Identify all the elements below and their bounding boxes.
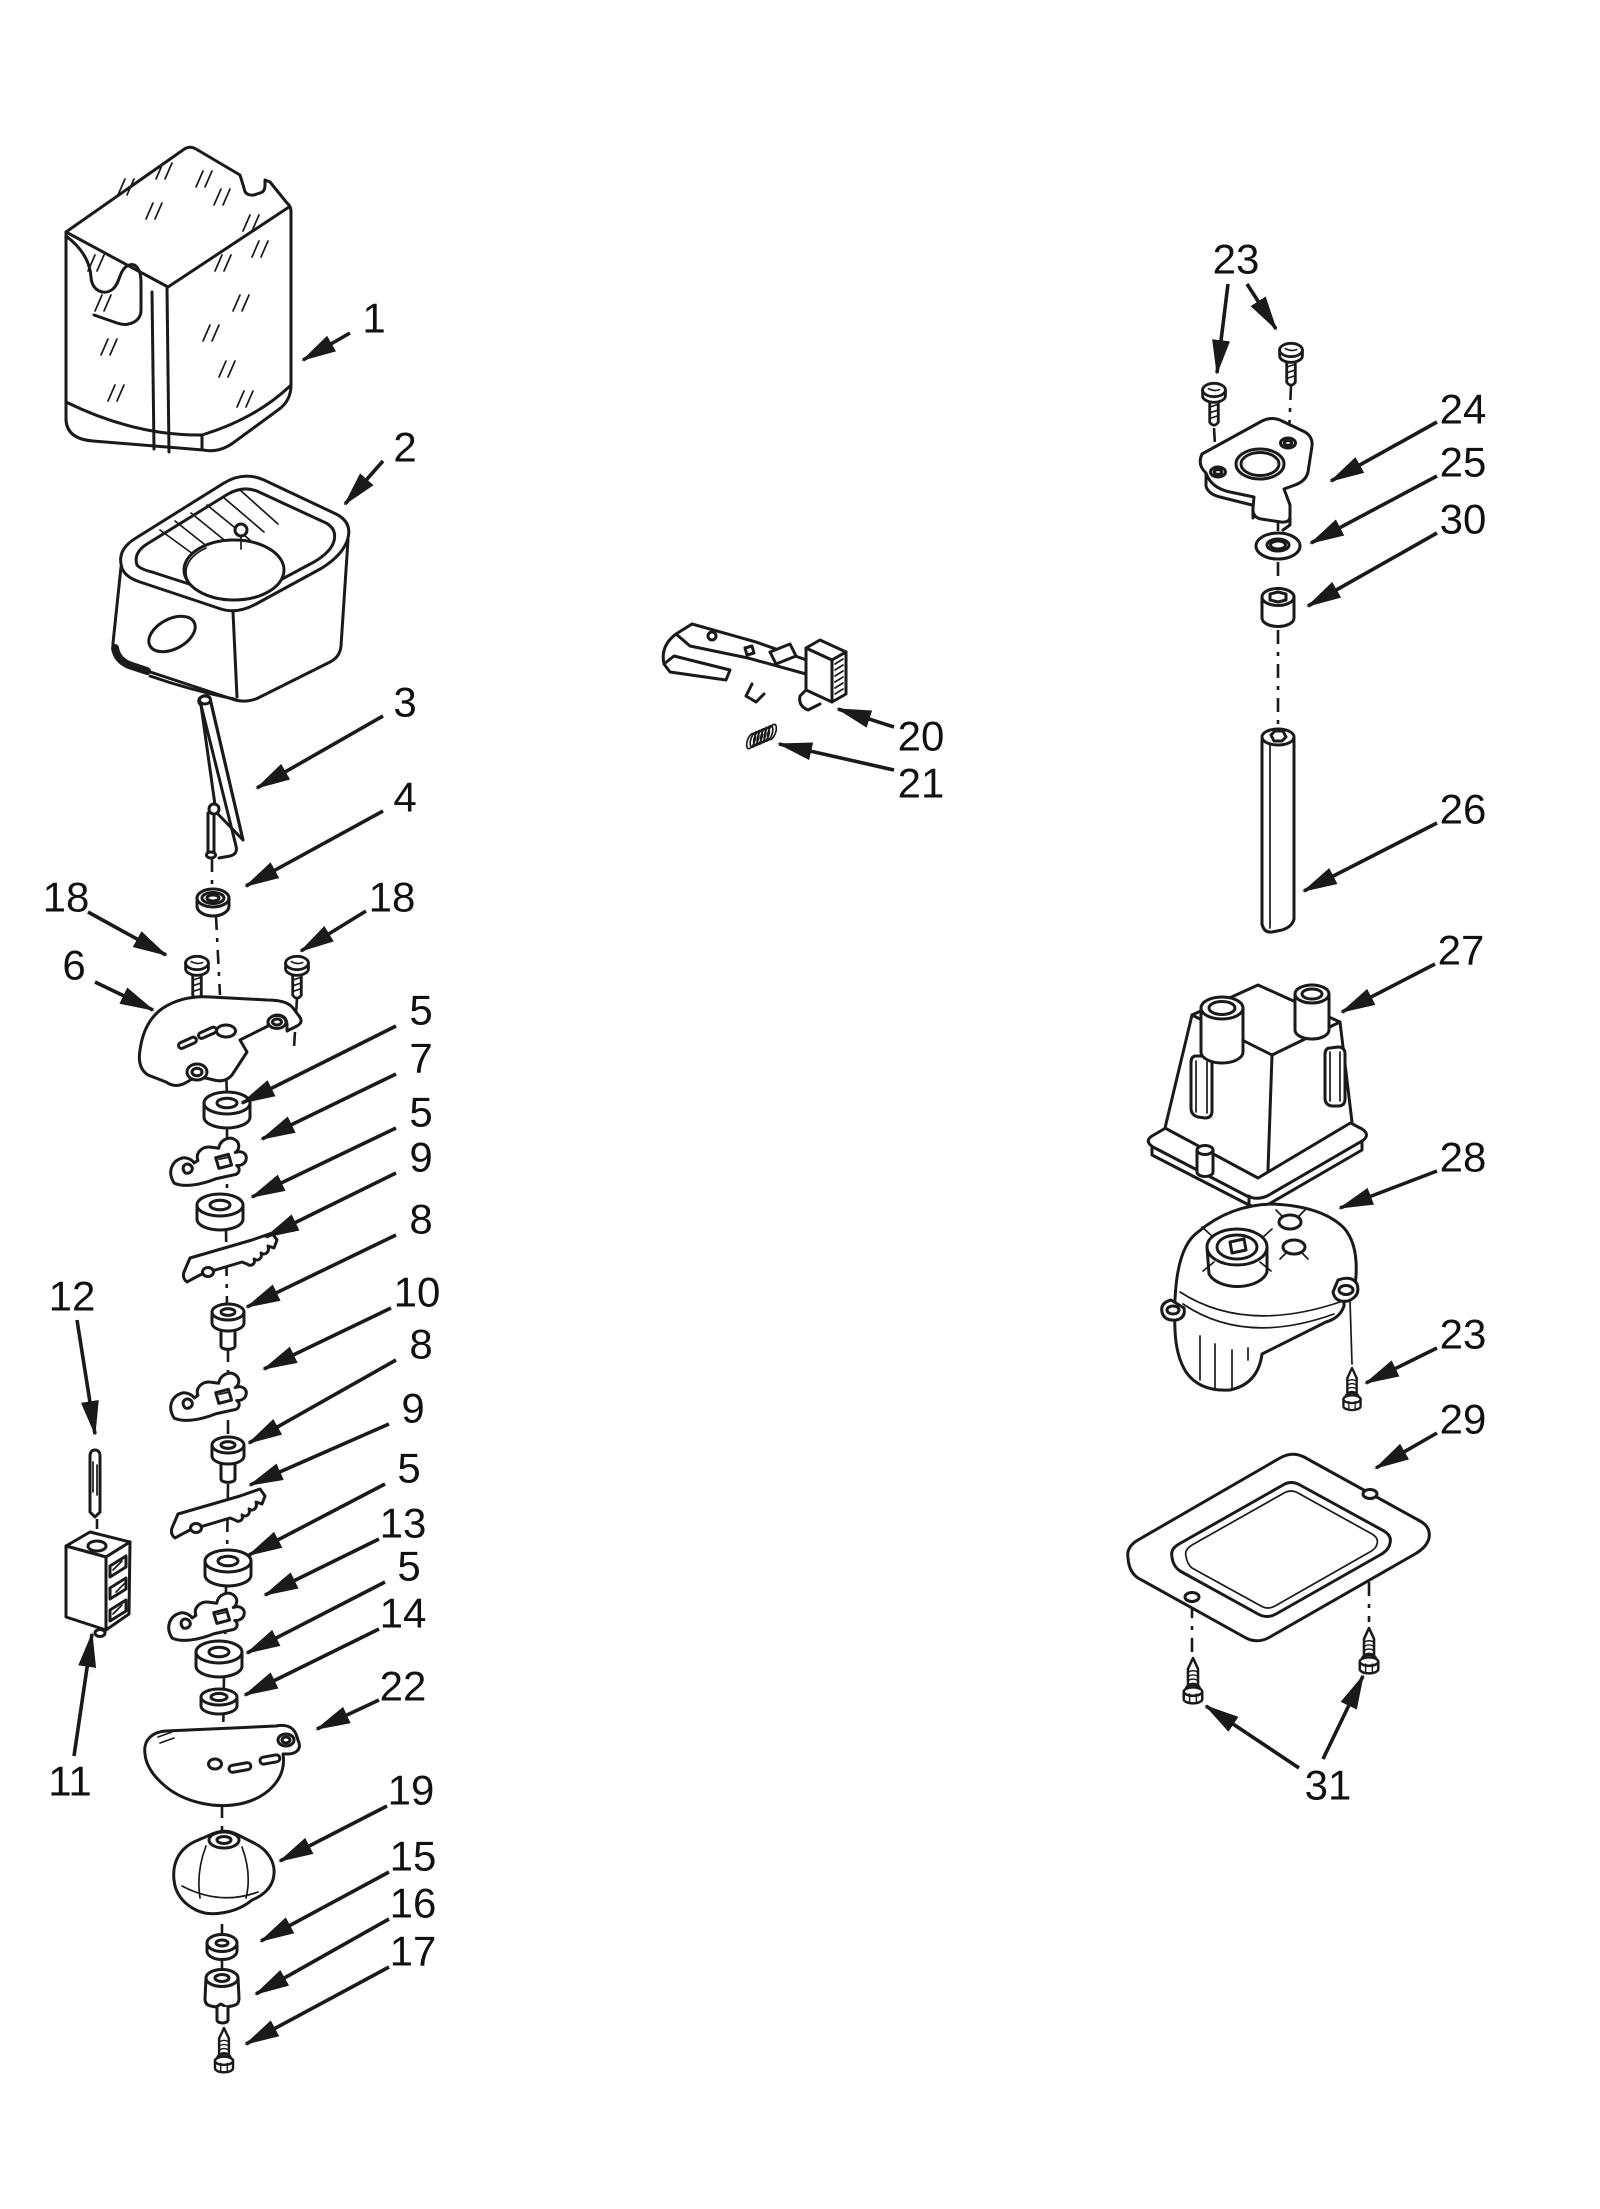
callout-label-23: 23 — [1439, 1310, 1487, 1358]
callout-arrow-27 — [1342, 964, 1435, 1012]
callout-label-19: 19 — [387, 1766, 435, 1814]
part-washer-5b — [197, 1194, 243, 1230]
callout-label-28: 28 — [1439, 1133, 1487, 1181]
part-screw-23-bottom — [1343, 1368, 1360, 1410]
part-washer-14 — [201, 1689, 237, 1714]
callout-arrow-23 — [1247, 284, 1276, 329]
callout-label-25: 25 — [1439, 438, 1487, 486]
part-actuator-lever-20 — [663, 624, 846, 710]
callout-label-24: 24 — [1439, 385, 1487, 433]
part-screw-17 — [215, 2028, 233, 2072]
part-crusher-housing — [113, 476, 349, 701]
part-screw-23-left — [1203, 383, 1226, 425]
callout-label-12: 12 — [48, 1272, 96, 1320]
part-blade-10 — [168, 1372, 249, 1422]
part-ice-container — [66, 147, 291, 452]
callout-label-5: 5 — [397, 1542, 421, 1590]
callout-arrow-24 — [1331, 422, 1437, 481]
callout-label-26: 26 — [1439, 785, 1487, 833]
callout-label-5: 5 — [409, 986, 433, 1034]
callout-arrow-30 — [1308, 533, 1437, 606]
callout-label-18: 18 — [368, 873, 416, 921]
callout-label-6: 6 — [62, 941, 86, 989]
callout-arrow-13 — [265, 1539, 379, 1595]
callout-arrow-6 — [95, 982, 153, 1010]
callout-label-17: 17 — [389, 1927, 437, 1975]
callout-arrow-18 — [301, 911, 366, 951]
callout-label-11: 11 — [48, 1757, 92, 1805]
part-washer-5c — [205, 1550, 251, 1586]
callout-arrow-25 — [1311, 476, 1437, 543]
part-screw-31-left — [1184, 1658, 1202, 1703]
callout-arrow-5 — [252, 1128, 396, 1197]
part-drive-bushing-30 — [1262, 589, 1294, 627]
callout-arrow-29 — [1376, 1433, 1437, 1468]
callout-arrow-11 — [74, 1634, 92, 1756]
callout-arrow-20 — [838, 709, 894, 727]
callout-label-5: 5 — [409, 1088, 433, 1136]
part-bushing-8a — [212, 1304, 244, 1349]
part-sweep-plate — [145, 1725, 300, 1805]
callout-arrow-17 — [246, 1967, 389, 2044]
callout-label-9: 9 — [401, 1384, 425, 1432]
callout-arrow-28 — [1340, 1171, 1437, 1208]
callout-label-16: 16 — [389, 1879, 437, 1927]
callout-label-9: 9 — [409, 1133, 433, 1181]
callout-label-2: 2 — [393, 423, 417, 471]
callout-label-1: 1 — [362, 294, 386, 342]
callout-arrow-10 — [264, 1308, 391, 1369]
callout-arrow-9 — [250, 1424, 389, 1485]
callout-arrow-22 — [317, 1700, 379, 1729]
part-screw-18-left — [186, 956, 209, 998]
callout-label-27: 27 — [1437, 926, 1485, 974]
callout-arrow-5 — [242, 1026, 396, 1103]
callout-label-10: 10 — [393, 1268, 441, 1316]
callout-label-14: 14 — [379, 1589, 427, 1637]
part-wire-shaft — [199, 696, 243, 858]
callout-label-31: 31 — [1304, 1761, 1352, 1809]
callout-arrow-1 — [303, 333, 350, 360]
part-coupler-block-11 — [66, 1532, 130, 1637]
part-washer-25 — [1256, 533, 1300, 560]
part-access-plate-29 — [1128, 1454, 1430, 1641]
callout-arrow-4 — [246, 811, 383, 886]
callout-arrow-19 — [280, 1806, 387, 1861]
callout-arrow-23 — [1366, 1348, 1437, 1383]
part-washer-5d — [196, 1641, 242, 1677]
callout-label-8: 8 — [409, 1320, 433, 1368]
callout-label-8: 8 — [409, 1195, 433, 1243]
part-blade-13 — [166, 1592, 247, 1642]
callout-label-21: 21 — [897, 759, 945, 807]
part-auger-cone — [174, 1831, 274, 1914]
part-bushing-8b — [212, 1437, 244, 1482]
part-hex-shaft-26 — [1262, 729, 1294, 932]
callout-arrow-26 — [1304, 823, 1437, 891]
callout-label-15: 15 — [389, 1832, 437, 1880]
callout-arrow-16 — [256, 1919, 389, 1994]
callout-arrow-18 — [88, 912, 166, 955]
callout-arrow-14 — [245, 1629, 379, 1695]
part-mounting-bracket — [139, 997, 301, 1086]
callout-label-20: 20 — [897, 712, 945, 760]
part-motor-cover-27 — [1148, 985, 1366, 1207]
part-screw-31-right — [1360, 1628, 1378, 1673]
part-screw-18-right — [286, 956, 309, 998]
callout-label-4: 4 — [393, 773, 417, 821]
part-washer-15 — [207, 1935, 237, 1960]
callout-arrow-3 — [257, 716, 383, 788]
part-spring-21 — [745, 723, 778, 749]
callout-label-30: 30 — [1439, 495, 1487, 543]
callout-label-5: 5 — [397, 1444, 421, 1492]
part-grommet — [197, 889, 229, 916]
part-blade-9b — [171, 1489, 265, 1538]
part-rubber-mount-16 — [205, 1970, 239, 2024]
callout-label-22: 22 — [379, 1662, 427, 1710]
callout-label-29: 29 — [1439, 1395, 1487, 1443]
callout-label-7: 7 — [409, 1034, 433, 1082]
part-crusher-motor-28 — [1162, 1204, 1358, 1390]
part-mount-plate-24 — [1200, 419, 1312, 531]
callout-label-3: 3 — [393, 678, 417, 726]
part-blade-7 — [168, 1137, 249, 1187]
callout-label-18: 18 — [42, 873, 90, 921]
callout-arrow-21 — [779, 744, 894, 770]
part-washer-5a — [204, 1092, 250, 1128]
part-pin-12 — [90, 1450, 100, 1517]
callout-arrow-12 — [77, 1320, 95, 1434]
callout-label-13: 13 — [379, 1499, 427, 1547]
callout-arrow-31 — [1206, 1706, 1299, 1768]
callout-arrow-31 — [1323, 1676, 1363, 1759]
callout-label-23: 23 — [1212, 235, 1260, 283]
part-screw-23-right — [1280, 343, 1303, 385]
callout-arrow-2 — [345, 461, 383, 504]
part-blade-9a — [183, 1233, 277, 1282]
callout-arrow-23 — [1217, 284, 1228, 373]
